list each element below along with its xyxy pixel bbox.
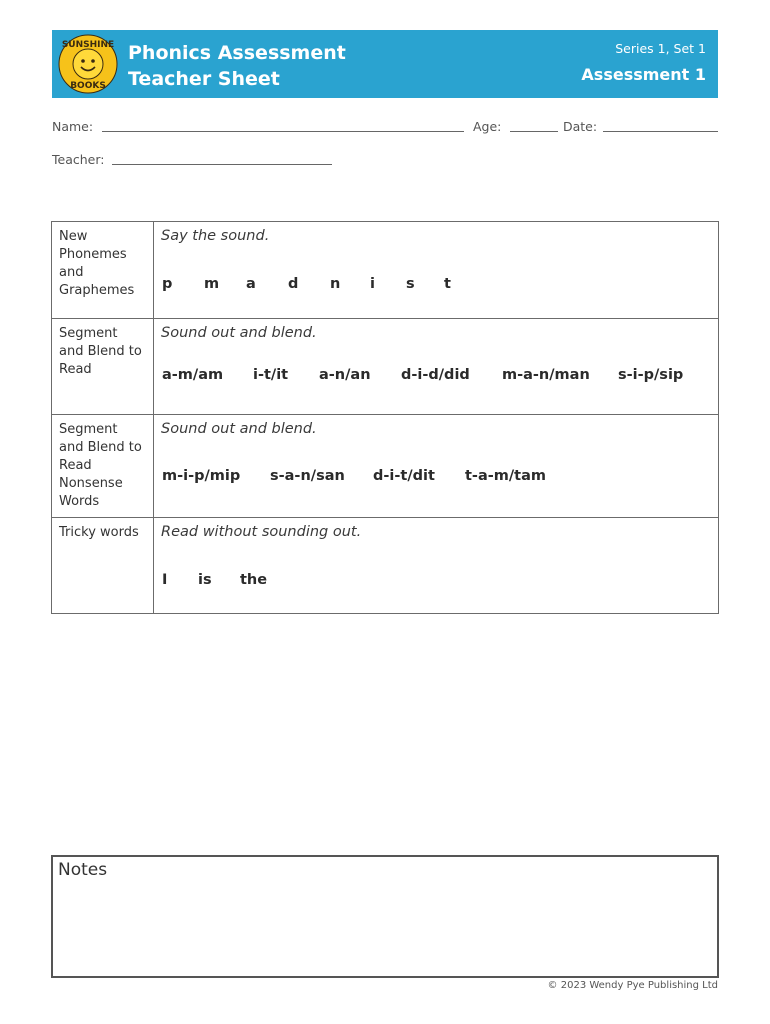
copyright-footer: © 2023 Wendy Pye Publishing Ltd [547,980,718,991]
item: i-t/it [253,367,289,383]
item: d [288,276,299,292]
age-label: Age: [473,119,502,134]
notes-box[interactable] [51,855,719,978]
item: I [162,572,168,588]
row-content [154,319,719,415]
logo-text-bottom: BOOKS [70,81,106,91]
name-field[interactable] [102,131,464,132]
item: n [330,276,341,292]
header-banner [52,30,718,98]
item: a [246,276,256,292]
date-label: Date: [563,119,598,134]
row-label: Segment and Blend to Read Nonsense Words [52,415,154,518]
item: s-i-p/sip [618,367,684,383]
item-list [162,276,451,292]
name-label: Name: [52,119,94,134]
assessment-label: Assessment 1 [581,65,706,84]
item: a-m/am [162,367,224,383]
item: p [162,276,173,292]
item-list [162,572,267,588]
logo-text-top: SUNSHINE [61,40,115,50]
item-list [162,367,683,383]
row-label: Segment and Blend to Read [52,319,154,415]
table-row [52,415,719,518]
item-list [162,468,546,484]
title-line-2: Teacher Sheet [128,68,280,90]
item: m-i-p/mip [162,468,241,484]
table-row [52,222,719,319]
series-label: Series 1, Set 1 [615,41,706,56]
item: m-a-n/man [502,367,590,383]
item: s-a-n/san [270,468,345,484]
item: s [406,276,415,292]
row-content [154,415,719,518]
item: i [370,276,375,292]
row-instruction: Sound out and blend. [161,325,317,341]
table-row [52,319,719,415]
teacher-label: Teacher: [52,152,105,167]
item: d-i-d/did [401,367,470,383]
row-instruction: Say the sound. [161,228,270,244]
sunshine-books-logo [58,34,118,94]
page-title [128,40,346,92]
row-instruction: Read without sounding out. [161,524,362,540]
row-instruction: Sound out and blend. [161,421,317,437]
item: t [444,276,451,292]
notes-title: Notes [58,860,108,880]
item: is [198,572,212,588]
item: the [240,572,268,588]
item: t-a-m/tam [465,468,546,484]
item: d-i-t/dit [373,468,435,484]
teacher-field[interactable] [112,164,332,165]
date-field[interactable] [603,131,718,132]
assessment-table [51,221,719,614]
row-label: Tricky words [52,518,154,614]
row-label: New Phonemes and Graphemes [52,222,154,319]
title-line-1: Phonics Assessment [128,42,346,64]
row-content [154,518,719,614]
row-content [154,222,719,319]
item: m [204,276,220,292]
item: a-n/an [319,367,371,383]
age-field[interactable] [510,131,558,132]
table-row [52,518,719,614]
